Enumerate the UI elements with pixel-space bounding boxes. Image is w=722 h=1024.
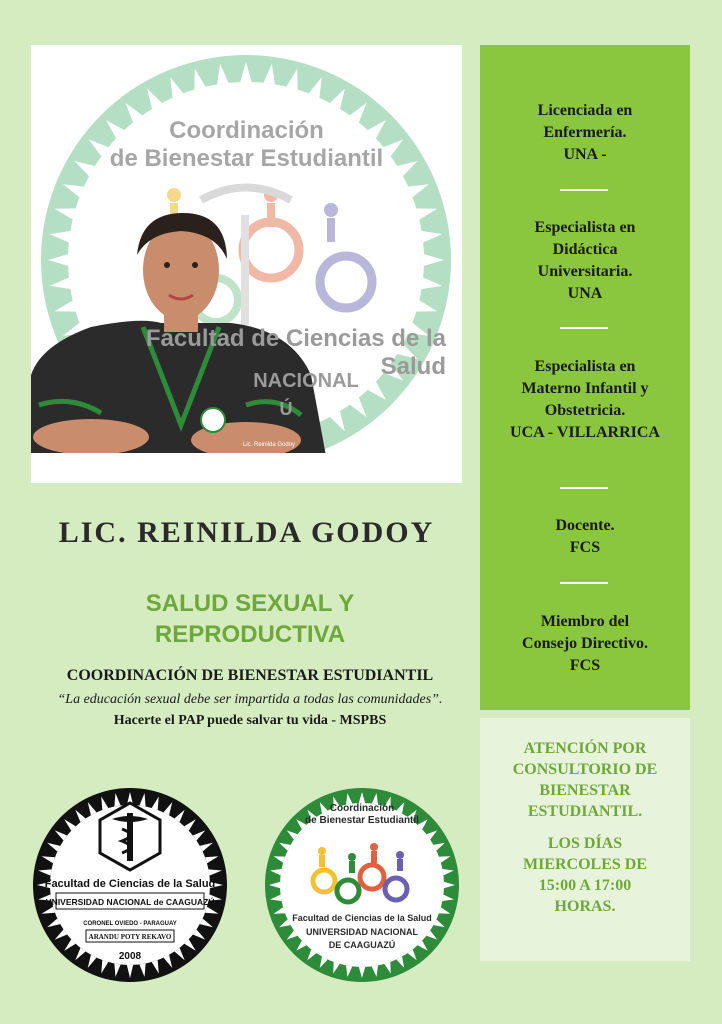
fcs-logo-year: 2008 (118, 951, 142, 962)
pap-message: Hacerte el PAP puede salvar tu vida - MSPBS (113, 713, 387, 728)
coordination-heading: COORDINACIÓN DE BIENESTAR ESTUDIANTIL (66, 667, 434, 684)
attention-line: MIERCOLES DE (522, 856, 648, 873)
bienestar-logo-line3: Facultad de Ciencias de la Salud (292, 913, 432, 923)
attention-line: BIENESTAR (539, 782, 631, 799)
fcs-logo-line3: CORONEL OVIEDO - PARAGUAY (83, 921, 177, 927)
separator (560, 327, 608, 329)
credential-materno-infantil (480, 356, 690, 444)
bienestar-logo-line2: de Bienestar Estudiantil (305, 815, 419, 826)
credential-licenciada (480, 100, 690, 166)
uniform-name-tag: Lic. Reinilda Godoy (243, 442, 296, 448)
bienestar-logo (262, 785, 462, 985)
credential-line: Miembro del (540, 613, 630, 630)
specialty-line1: SALUD SEXUAL Y (145, 590, 355, 617)
specialty-title (60, 588, 440, 650)
attention-line: ESTUDIANTIL. (527, 803, 643, 820)
bienestar-logo-line5: DE CAAGUAZÚ (328, 940, 396, 950)
separator (560, 487, 608, 489)
fcs-university-logo (30, 785, 230, 985)
education-quote: “La educación sexual debe ser impartida a todas las comunidades”. (57, 692, 443, 707)
fcs-logo-line2: UNIVERSIDAD NACIONAL de CAAGUAZÚ (45, 897, 215, 907)
attention-line: LOS DÍAS (547, 835, 623, 852)
credential-line: UCA - VILLARRICA (510, 424, 660, 441)
credential-line: UNA - (563, 146, 607, 163)
fcs-logo-line4: ARANDU POTY REKAVO (88, 933, 172, 941)
credential-consejo-directivo (480, 611, 690, 677)
credential-line: Consejo Directivo. (522, 635, 648, 652)
credential-didactica (480, 217, 690, 305)
attention-box (480, 718, 690, 961)
credential-docente (480, 515, 690, 559)
credential-line: Obstetricia. (544, 402, 626, 419)
specialty-line2: REPRODUCTIVA (154, 621, 346, 648)
fcs-logo-line1: Facultad de Ciencias de la Salud (44, 878, 216, 890)
credential-line: Especialista en (534, 219, 636, 236)
separator (560, 582, 608, 584)
separator (560, 189, 608, 191)
attention-schedule (480, 833, 690, 917)
attention-line: CONSULTORIO DE (512, 761, 658, 778)
person-name: LIC. REINILDA GODOY (58, 516, 435, 549)
bienestar-logo-line1: Coordinación (329, 803, 395, 814)
credential-line: Didáctica (552, 241, 618, 258)
credential-line: Docente. (555, 517, 615, 534)
attention-line: 15:00 A 17:00 (538, 877, 632, 894)
credential-line: Enfermería. (543, 124, 627, 141)
profile-photo (31, 45, 462, 483)
credential-line: FCS (569, 657, 601, 674)
credential-line: Licenciada en (537, 102, 633, 119)
attention-line: HORAS. (554, 898, 616, 915)
credential-line: Materno Infantil y (521, 380, 649, 397)
credential-line: Especialista en (534, 358, 636, 375)
attention-consultorio (480, 738, 690, 822)
seal-bottom-line3: Ú (279, 399, 293, 419)
seal-title-line1: Coordinación (169, 117, 324, 144)
credentials-sidebar (480, 45, 690, 710)
credential-line: Universitaria. (537, 263, 633, 280)
seal-bottom-line1: Facultad de Ciencias de la Salud (145, 325, 446, 380)
bienestar-logo-line4: UNIVERSIDAD NACIONAL (305, 927, 419, 937)
seal-bottom-line2: NACIONAL (253, 370, 359, 392)
seal-title-line2: de Bienestar Estudiantil (109, 145, 384, 172)
attention-line: ATENCIÓN POR (523, 740, 647, 757)
credential-line: FCS (569, 539, 601, 556)
credential-line: UNA (567, 285, 603, 302)
